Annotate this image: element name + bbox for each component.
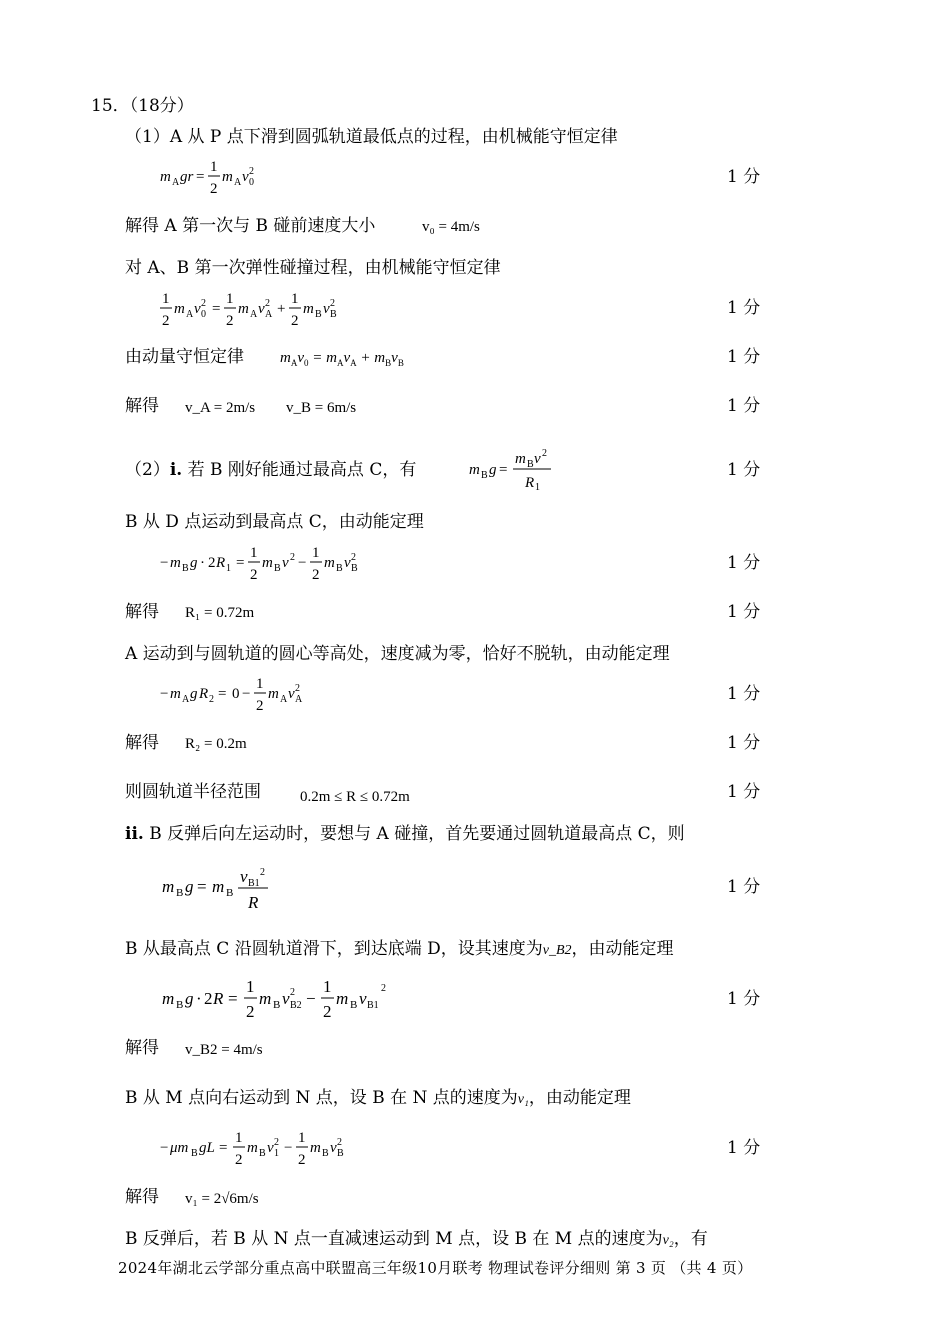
svg-text:m: m xyxy=(160,169,171,185)
svg-text:−: − xyxy=(160,555,169,571)
svg-text:2: 2 xyxy=(298,1152,306,1168)
part2-ii-intro: ii. B 反弹后向左运动时，要想与 A 碰撞，首先要通过圆轨道最高点 C，则 xyxy=(125,824,685,844)
svg-text:=: = xyxy=(196,169,205,185)
svg-text:m: m xyxy=(259,989,272,1008)
svg-text:2: 2 xyxy=(249,166,254,177)
svg-text:v: v xyxy=(242,169,249,185)
score-1: 1 分 xyxy=(727,167,761,187)
svg-text:m: m xyxy=(515,451,526,467)
svg-text:v: v xyxy=(330,1140,337,1156)
svg-text:2: 2 xyxy=(250,567,258,583)
svg-text:B: B xyxy=(176,887,184,899)
score-5: 1 分 xyxy=(727,460,761,480)
svg-text:·: · xyxy=(196,989,202,1008)
svg-text:B: B xyxy=(330,309,337,320)
svg-text:B: B xyxy=(351,563,358,574)
solution-vA: v_A = 2m/s xyxy=(185,400,256,416)
svg-text:2: 2 xyxy=(381,983,386,994)
svg-text:B: B xyxy=(226,887,234,899)
svg-text:A: A xyxy=(280,694,288,705)
svg-text:R: R xyxy=(248,893,259,912)
svg-text:g: g xyxy=(190,555,198,571)
svg-text:2: 2 xyxy=(290,987,295,998)
svg-text:v: v xyxy=(194,301,201,317)
svg-text:v: v xyxy=(288,686,295,702)
svg-text:2: 2 xyxy=(260,867,265,878)
svg-text:v: v xyxy=(267,1140,274,1156)
score-3: 1 分 xyxy=(727,347,761,367)
solution-label-4: 解得 xyxy=(125,1038,159,1058)
svg-text:R: R xyxy=(525,475,535,491)
svg-text:2: 2 xyxy=(290,552,295,563)
svg-text:m: m xyxy=(162,989,175,1008)
svg-text:m: m xyxy=(324,555,335,571)
collision-intro: 对 A、B 第一次弹性碰撞过程，由机械能守恒定律 xyxy=(125,258,501,278)
equation-kinetic-3 xyxy=(160,976,400,1022)
svg-text:m: m xyxy=(170,555,181,571)
radius-range: 0.2m ≤ R ≤ 0.72m xyxy=(300,789,410,805)
svg-text:=: = xyxy=(218,686,227,702)
svg-text:2: 2 xyxy=(351,552,356,563)
svg-text:1: 1 xyxy=(226,291,234,307)
solution-label-3: 解得 xyxy=(125,733,159,753)
svg-text:v: v xyxy=(282,989,290,1008)
svg-text:B: B xyxy=(176,999,184,1011)
svg-text:1: 1 xyxy=(312,545,320,561)
svg-text:m: m xyxy=(336,989,349,1008)
svg-text:2: 2 xyxy=(295,683,300,694)
svg-text:=: = xyxy=(212,301,221,317)
svg-text:1: 1 xyxy=(235,1130,243,1146)
page-footer: 2024年湖北云学部分重点高中联盟高三年级10月联考 物理试卷评分细则 第 3 页 （共 4 页） xyxy=(118,1259,753,1277)
svg-text:m: m xyxy=(162,877,175,896)
equation-momentum: $m_Av_0 = m_Av_A + m_Bv_B$ xyxy=(280,350,404,368)
score-7: 1 分 xyxy=(727,602,761,622)
equation-top-point-2 xyxy=(160,862,280,912)
m-to-n-text: B 从 M 点向右运动到 N 点，设 B 在 N 点的速度为v₁，由动能定理 xyxy=(125,1088,631,1108)
svg-text:m: m xyxy=(238,301,249,317)
solution-label-2: 解得 xyxy=(125,602,159,622)
svg-text:·: · xyxy=(200,555,205,571)
score-9: 1 分 xyxy=(727,733,761,753)
a-motion-text: A 运动到与圆轨道的圆心等高处，速度减为零，恰好不脱轨，由动能定理 xyxy=(125,644,670,664)
d-to-c-text: B 从 D 点运动到最高点 C，由动能定理 xyxy=(125,512,424,532)
svg-text:A: A xyxy=(182,694,190,705)
svg-text:m: m xyxy=(170,686,181,702)
svg-text:0: 0 xyxy=(201,309,206,320)
svg-text:−: − xyxy=(298,555,307,571)
svg-text:R: R xyxy=(199,686,209,702)
svg-text:A: A xyxy=(295,694,303,705)
svg-text:m: m xyxy=(222,169,233,185)
svg-text:m: m xyxy=(303,301,314,317)
svg-text:1: 1 xyxy=(210,159,218,175)
svg-text:2: 2 xyxy=(337,1137,342,1148)
svg-text:B: B xyxy=(481,470,488,481)
svg-text:m: m xyxy=(310,1140,321,1156)
svg-text:B: B xyxy=(315,309,322,320)
svg-text:m: m xyxy=(262,555,273,571)
score-12: 1 分 xyxy=(727,989,761,1009)
svg-text:B2: B2 xyxy=(290,1000,302,1011)
svg-text:1: 1 xyxy=(298,1130,306,1146)
equation-friction xyxy=(158,1128,358,1168)
svg-text:2: 2 xyxy=(542,448,547,459)
svg-text:v: v xyxy=(534,451,541,467)
score-13: 1 分 xyxy=(727,1138,761,1158)
svg-text:A: A xyxy=(172,177,180,188)
svg-text:−: − xyxy=(306,989,316,1008)
svg-text:2: 2 xyxy=(162,313,170,329)
svg-text:R: R xyxy=(213,989,224,1008)
svg-text:1: 1 xyxy=(274,1148,279,1159)
svg-text:v: v xyxy=(344,555,351,571)
svg-text:2: 2 xyxy=(208,555,216,571)
part2-i-intro: （2）i. 若 B 刚好能通过最高点 C，有 xyxy=(125,460,417,480)
svg-text:=: = xyxy=(228,989,238,1008)
svg-text:+: + xyxy=(277,301,286,317)
rebound-text: B 反弹后，若 B 从 N 点一直减速运动到 M 点，设 B 在 M 点的速度为v₂，有 xyxy=(125,1229,708,1249)
svg-text:R: R xyxy=(216,555,226,571)
svg-text:=: = xyxy=(219,1140,228,1156)
equation-kinetic-2 xyxy=(158,674,328,714)
solution-label-5: 解得 xyxy=(125,1187,159,1207)
svg-text:−: − xyxy=(242,686,251,702)
svg-text:2: 2 xyxy=(209,694,214,705)
svg-text:2: 2 xyxy=(265,298,270,309)
score-10: 1 分 xyxy=(727,782,761,802)
svg-text:B: B xyxy=(322,1148,329,1159)
svg-text:μm: μm xyxy=(170,1140,189,1156)
svg-text:−: − xyxy=(284,1140,293,1156)
svg-text:2: 2 xyxy=(235,1152,243,1168)
svg-text:2: 2 xyxy=(330,298,335,309)
svg-text:g: g xyxy=(185,877,194,896)
svg-text:g: g xyxy=(185,989,194,1008)
svg-text:B: B xyxy=(350,999,358,1011)
svg-text:B: B xyxy=(182,563,189,574)
svg-text:2: 2 xyxy=(274,1137,279,1148)
svg-text:v: v xyxy=(240,867,248,886)
slide-text: B 从最高点 C 沿圆轨道滑下，到达底端 D，设其速度为v_B2，由动能定理 xyxy=(125,939,674,959)
equation-energy-1 xyxy=(160,157,270,197)
svg-text:A: A xyxy=(265,309,273,320)
svg-text:A: A xyxy=(250,309,258,320)
svg-text:g: g xyxy=(190,686,198,702)
score-2: 1 分 xyxy=(727,298,761,318)
svg-text:1: 1 xyxy=(226,563,231,574)
svg-text:=: = xyxy=(499,462,508,478)
part1-intro: （1）A 从 P 点下滑到圆弧轨道最低点的过程，由机械能守恒定律 xyxy=(125,127,618,147)
svg-text:B: B xyxy=(191,1148,198,1159)
solution-v1: v₁ = 2√6m/s xyxy=(185,1191,259,1207)
svg-text:2: 2 xyxy=(246,1002,255,1021)
svg-text:B1: B1 xyxy=(367,1000,379,1011)
solution-label-1: 解得 xyxy=(125,396,159,416)
svg-text:m: m xyxy=(212,877,225,896)
svg-text:=: = xyxy=(236,555,245,571)
svg-text:v: v xyxy=(323,301,330,317)
svg-text:A: A xyxy=(186,309,194,320)
svg-text:m: m xyxy=(469,462,480,478)
solution-R2: R₂ = 0.2m xyxy=(185,736,247,752)
svg-text:1: 1 xyxy=(291,291,299,307)
svg-text:gL: gL xyxy=(199,1140,215,1156)
svg-text:1: 1 xyxy=(535,482,540,492)
solution-vB: v_B = 6m/s xyxy=(286,400,357,416)
range-label: 则圆轨道半径范围 xyxy=(125,782,261,802)
svg-text:2: 2 xyxy=(226,313,234,329)
svg-text:=: = xyxy=(197,877,207,896)
momentum-label: 由动量守恒定律 xyxy=(125,347,244,367)
svg-text:v: v xyxy=(282,555,289,571)
svg-text:2: 2 xyxy=(312,567,320,583)
svg-text:0: 0 xyxy=(249,177,254,188)
svg-text:−: − xyxy=(160,686,169,702)
svg-text:1: 1 xyxy=(323,977,332,996)
solution-v0-label: 解得 A 第一次与 B 碰前速度大小 xyxy=(125,216,376,236)
equation-top-point xyxy=(467,447,567,492)
svg-text:B1: B1 xyxy=(248,878,260,889)
score-11: 1 分 xyxy=(727,877,761,897)
svg-text:v: v xyxy=(359,989,367,1008)
solution-v0: v₀ = 4m/s xyxy=(422,219,480,235)
svg-text:1: 1 xyxy=(256,676,264,692)
svg-text:B: B xyxy=(259,1148,266,1159)
svg-text:2: 2 xyxy=(201,298,206,309)
score-4: 1 分 xyxy=(727,396,761,416)
svg-text:gr: gr xyxy=(180,169,194,185)
svg-text:2: 2 xyxy=(256,698,264,714)
score-8: 1 分 xyxy=(727,684,761,704)
equation-energy-2 xyxy=(160,289,360,329)
svg-text:2: 2 xyxy=(291,313,299,329)
svg-text:m: m xyxy=(247,1140,258,1156)
svg-text:1: 1 xyxy=(250,545,258,561)
svg-text:1: 1 xyxy=(162,291,170,307)
solution-R1: R₁ = 0.72m xyxy=(185,605,255,621)
svg-text:B: B xyxy=(337,1148,344,1159)
svg-text:B: B xyxy=(274,563,281,574)
svg-text:g: g xyxy=(489,462,497,478)
svg-text:v: v xyxy=(258,301,265,317)
svg-text:−: − xyxy=(160,1140,169,1156)
svg-text:2: 2 xyxy=(204,989,213,1008)
svg-text:B: B xyxy=(273,999,281,1011)
score-6: 1 分 xyxy=(727,553,761,573)
question-number: 15．（18分） xyxy=(91,96,194,116)
svg-text:A: A xyxy=(234,177,242,188)
svg-text:B: B xyxy=(336,563,343,574)
svg-text:2: 2 xyxy=(210,181,218,197)
svg-text:1: 1 xyxy=(246,977,255,996)
svg-text:B: B xyxy=(527,459,534,470)
svg-text:m: m xyxy=(174,301,185,317)
svg-text:m: m xyxy=(268,686,279,702)
equation-kinetic-1 xyxy=(158,543,378,583)
svg-text:0: 0 xyxy=(232,686,240,702)
svg-text:2: 2 xyxy=(323,1002,332,1021)
solution-vB2: v_B2 = 4m/s xyxy=(185,1042,263,1058)
